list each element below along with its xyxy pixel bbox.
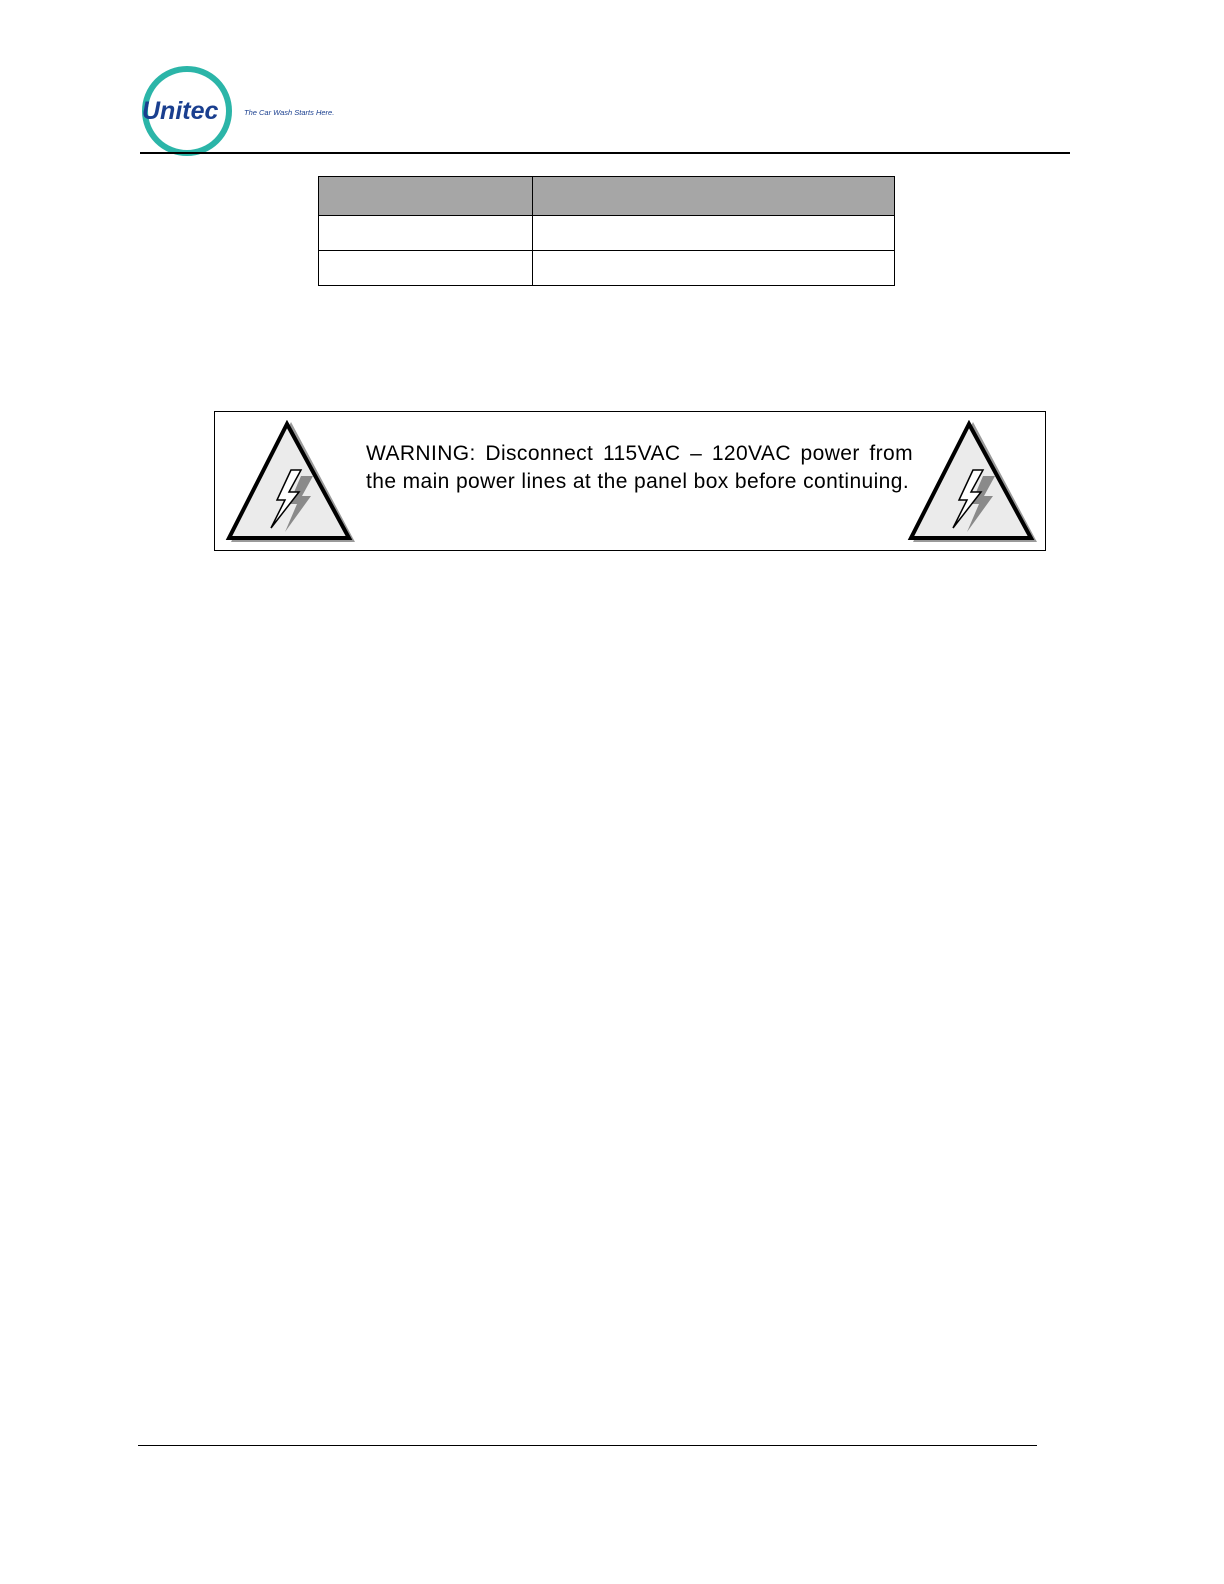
- svg-text:Unitec: Unitec: [142, 97, 219, 125]
- table-row: [319, 216, 895, 251]
- table-header-cell: [319, 177, 533, 216]
- table-cell: [319, 216, 533, 251]
- footer-rule: [138, 1445, 1037, 1446]
- warning-box: [214, 411, 1046, 551]
- table-cell: [533, 216, 895, 251]
- table-header-cell: [533, 177, 895, 216]
- table-row: [319, 251, 895, 286]
- table-cell: [319, 251, 533, 286]
- header-rule: [140, 152, 1070, 154]
- table-cell: [533, 251, 895, 286]
- high-voltage-warning-icon: [907, 420, 1039, 544]
- high-voltage-warning-icon: [225, 420, 357, 544]
- spec-table: [318, 176, 895, 286]
- svg-text:The Car Wash Starts Here.: The Car Wash Starts Here.: [244, 108, 335, 117]
- unitec-logo: [138, 64, 368, 158]
- warning-text: WARNING: Disconnect 115VAC – 120VAC power from the main power lines at the panel box before continuing.: [366, 442, 913, 493]
- table-header-row: [319, 177, 895, 216]
